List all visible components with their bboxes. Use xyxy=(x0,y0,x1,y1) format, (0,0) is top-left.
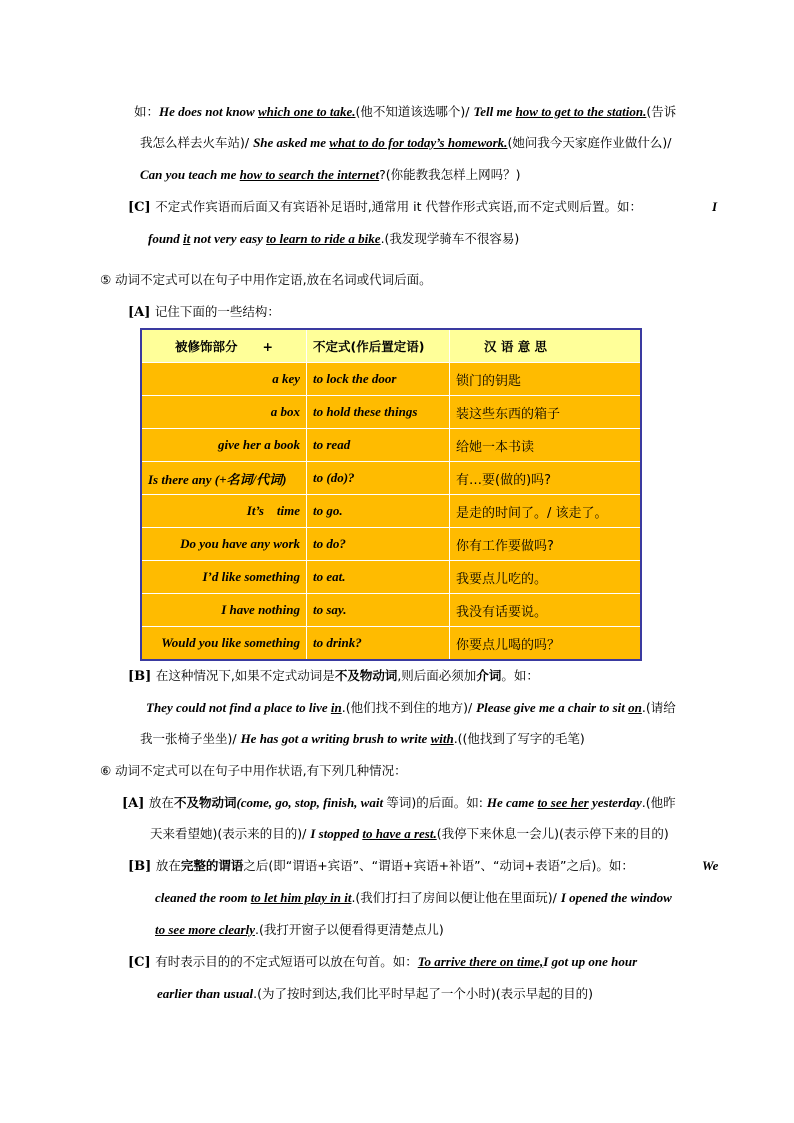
noun-cell xyxy=(141,495,307,528)
noun-cell xyxy=(141,429,307,462)
text: (我停下来休息一会儿)(表示停下来的目的) xyxy=(436,826,669,841)
table-row xyxy=(141,429,641,462)
text: (告诉 xyxy=(646,104,677,119)
header-infinitive: 不定式(作后置定语) xyxy=(307,329,450,363)
underlined-phrase: to let him play in it xyxy=(250,890,352,905)
noun-cell xyxy=(141,561,307,594)
noun-cell xyxy=(141,594,307,627)
keyword: 不及物动词 xyxy=(334,668,398,683)
keyword: 介词 xyxy=(476,668,502,683)
text: a box xyxy=(270,404,300,419)
infinitive-cell xyxy=(307,594,450,627)
text: 放在 xyxy=(148,795,174,810)
text: 之后(即“谓语+宾语”、“谓语+宾语+补语”、“动词+表语”之后)。如： xyxy=(243,858,634,873)
text: .(为了按时到达,我们比平时早起了一个小时)(表示早起的目的) xyxy=(253,986,594,1001)
text: (他不知道该选哪个)/ xyxy=(355,104,474,119)
rule-b-tail xyxy=(702,856,718,877)
text: 不定式作宾语而后面又有宾语补足语时,通常用 it 代替作形式宾语,而不定式则后置。如： xyxy=(155,199,642,214)
text: 我一张椅子坐坐)/ xyxy=(140,731,241,746)
rule-b-line xyxy=(128,856,634,877)
noun-cell xyxy=(141,462,307,495)
item-label: [C] xyxy=(128,200,156,215)
meaning-cell: 有…要(做的)吗? xyxy=(450,462,642,495)
text: found xyxy=(148,231,184,246)
underlined-phrase: what to do for today’s homework. xyxy=(329,135,508,150)
underlined-phrase: to see her xyxy=(537,795,589,810)
underlined-phrase: how to search the internet xyxy=(239,167,380,182)
rule-c-line xyxy=(128,197,642,218)
infinitive-cell xyxy=(307,429,450,462)
text: I have nothing xyxy=(221,602,300,617)
text: It’s time xyxy=(246,503,300,518)
rule-c-tail xyxy=(712,197,717,218)
text: not very easy xyxy=(190,231,267,246)
text: to drink? xyxy=(313,635,362,650)
text: cleaned the room xyxy=(155,890,251,905)
underlined-phrase: on xyxy=(628,700,642,715)
text: 放在 xyxy=(155,858,181,873)
table-row xyxy=(141,594,641,627)
noun-cell xyxy=(141,396,307,429)
noun-cell xyxy=(141,363,307,396)
meaning-cell: 装这些东西的箱子 xyxy=(450,396,642,429)
text: earlier than usual xyxy=(157,986,254,1001)
underlined-phrase: To arrive there on time, xyxy=(417,954,544,969)
item-label: [A] xyxy=(122,796,149,811)
text: to lock the door xyxy=(313,371,397,386)
text: give her a book xyxy=(218,437,300,452)
text: .(我打开窗子以便看得更清楚点儿) xyxy=(255,922,444,937)
text: 我怎么样去火车站)/ xyxy=(140,135,254,150)
structure-table xyxy=(140,328,642,661)
underlined-phrase: in xyxy=(330,700,342,715)
text: 记住下面的一些结构： xyxy=(154,304,280,319)
text: ,则后面必须加 xyxy=(397,668,477,683)
text: She asked me xyxy=(253,135,330,150)
keyword: 完整的谓语 xyxy=(180,858,244,873)
text: Is there any (+名词/代词) xyxy=(148,471,287,487)
table-row xyxy=(141,396,641,429)
text: Tell me xyxy=(473,104,516,119)
text: I got up one hour xyxy=(543,954,638,969)
text: (come, go, stop, finish, wait xyxy=(236,795,387,810)
table-row xyxy=(141,363,641,396)
infinitive-cell xyxy=(307,363,450,396)
infinitive-cell xyxy=(307,528,450,561)
example-line xyxy=(134,102,676,123)
rule-a-line xyxy=(122,793,676,814)
noun-cell xyxy=(141,528,307,561)
infinitive-cell xyxy=(307,627,450,661)
example-line xyxy=(140,729,585,750)
keyword: 不及物动词 xyxy=(173,795,237,810)
rule-c-line xyxy=(128,952,637,973)
text: 天来看望她)(表示来的目的)/ xyxy=(150,826,311,841)
text: .((他找到了写字的毛笔) xyxy=(453,731,585,746)
example-line xyxy=(146,698,676,719)
item-label: [C] xyxy=(128,955,156,970)
text: He does not know xyxy=(159,104,258,119)
example-line xyxy=(140,165,520,186)
text: .(他们找不到住的地方)/ xyxy=(341,700,477,715)
text: .(请给 xyxy=(641,700,676,715)
text: 。如： xyxy=(501,668,539,683)
infinitive-cell xyxy=(307,561,450,594)
meaning-cell: 锁门的钥匙 xyxy=(450,363,642,396)
meaning-cell: 我要点儿吃的。 xyxy=(450,561,642,594)
text: I opened the window xyxy=(560,890,672,905)
text: yesterday xyxy=(588,795,642,810)
example-line xyxy=(148,229,519,250)
infinitive-cell xyxy=(307,396,450,429)
text: 在这种情况下,如果不定式动词是 xyxy=(155,668,335,683)
meaning-cell: 给她一本书读 xyxy=(450,429,642,462)
table-row xyxy=(141,528,641,561)
section-6-heading: ⑥ 动词不定式可以在句子中用作状语,有下列几种情况： xyxy=(100,763,407,778)
item-label: [B] xyxy=(128,669,156,684)
item-label: [B] xyxy=(128,859,156,874)
text: to say. xyxy=(313,602,347,617)
text: to hold these things xyxy=(313,404,418,419)
text: to do? xyxy=(313,536,346,551)
text: ?(你能教我怎样上网吗？) xyxy=(379,167,521,182)
text: Please give me a chair to sit xyxy=(476,700,629,715)
text: 有时表示目的的不定式短语可以放在句首。如： xyxy=(155,954,418,969)
text: to eat. xyxy=(313,569,346,584)
example-line xyxy=(157,984,593,1005)
underlined-phrase: to see more clearly xyxy=(155,922,255,937)
underlined-phrase: which one to take. xyxy=(257,104,356,119)
underlined-phrase: to learn to ride a bike xyxy=(266,231,381,246)
example-line xyxy=(140,133,671,154)
infinitive-cell xyxy=(307,495,450,528)
text: We xyxy=(702,858,719,873)
text: .(他昨 xyxy=(641,795,676,810)
table-row xyxy=(141,561,641,594)
text: to go. xyxy=(313,503,343,518)
example-line xyxy=(155,888,672,909)
meaning-cell: 是走的时间了。/ 该走了。 xyxy=(450,495,642,528)
text: Do you have any work xyxy=(180,536,300,551)
underlined-phrase: how to get to the station. xyxy=(515,104,647,119)
table-row xyxy=(141,495,641,528)
header-chinese-meaning: 汉 语 意 思 xyxy=(450,329,642,363)
text: Can you teach me xyxy=(140,167,240,182)
text: .(我们打扫了房间以便让他在里面玩)/ xyxy=(351,890,561,905)
underlined-phrase: with xyxy=(430,731,454,746)
rule-b-line xyxy=(128,666,539,687)
text: to read xyxy=(313,437,351,452)
item-label: [A] xyxy=(128,305,155,320)
text: I xyxy=(712,199,718,214)
table-row xyxy=(141,627,641,661)
text: He has got a writing brush to write xyxy=(240,731,431,746)
section-5-heading: ⑤ 动词不定式可以在句子中用作定语,放在名词或代词后面。 xyxy=(100,272,432,287)
text: (她问我今天家庭作业做什么)/ xyxy=(507,135,672,150)
text: He came xyxy=(486,795,538,810)
example-line xyxy=(150,824,669,845)
meaning-cell: 你有工作要做吗? xyxy=(450,528,642,561)
text: Would you like something xyxy=(161,635,300,650)
meaning-cell: 我没有话要说。 xyxy=(450,594,642,627)
table-header-row xyxy=(141,329,641,363)
text: 如： xyxy=(134,104,160,119)
underlined-phrase: to have a rest. xyxy=(362,826,437,841)
text: .(我发现学骑车不很容易) xyxy=(380,231,520,246)
table-row xyxy=(141,462,641,495)
example-line xyxy=(155,920,444,941)
text: a key xyxy=(272,371,300,386)
text: They could not find a place to live xyxy=(146,700,331,715)
text: to (do)? xyxy=(313,470,355,485)
text: I’d like something xyxy=(202,569,300,584)
noun-cell xyxy=(141,627,307,661)
text: I stopped xyxy=(310,826,363,841)
header-modified-part: 被修饰部分 + xyxy=(141,329,307,363)
text: 等词)的后面。如: xyxy=(386,795,487,810)
meaning-cell: 你要点儿喝的吗？ xyxy=(450,627,642,661)
underlined-phrase: it xyxy=(183,231,191,246)
rule-a-line xyxy=(128,302,280,323)
infinitive-cell xyxy=(307,462,450,495)
